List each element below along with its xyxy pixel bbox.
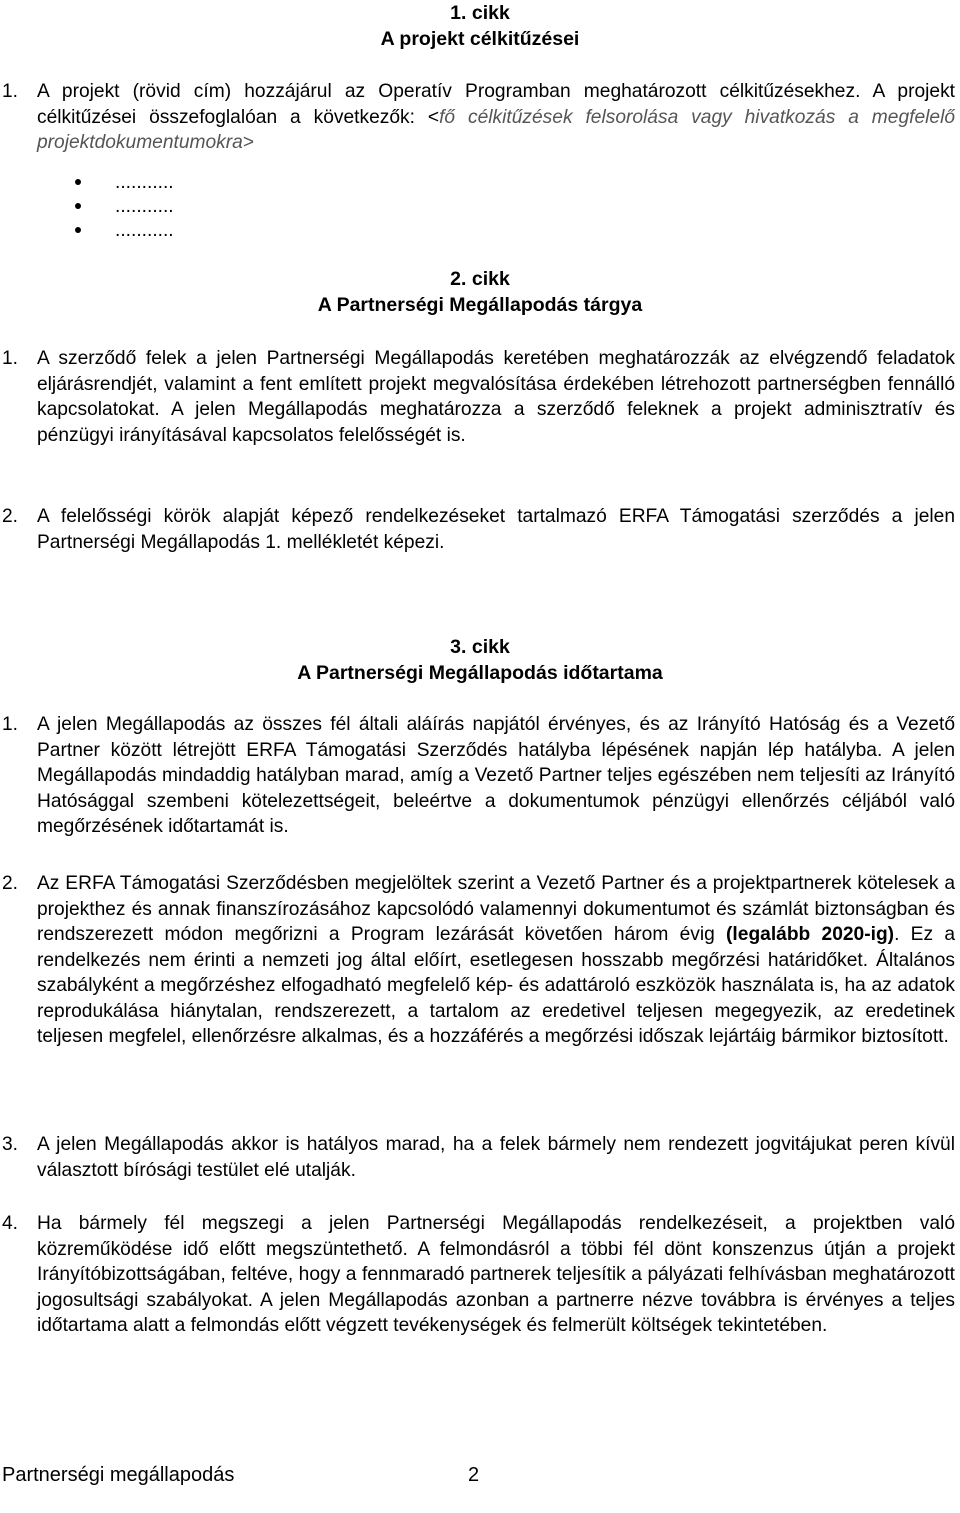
paragraph-text-part: > bbox=[242, 132, 255, 153]
paragraph-number: 4. bbox=[2, 1213, 19, 1234]
paragraph-text: A szerződő felek a jelen Partnerségi Megállapodás keretében meghatározzák az elvégzendő feladatok eljárásrendjét, valamint a fent említett projekt megvalósítása érdekében létrehozott partnerségben fennálló kapcsolatokat. A jelen Megállapodás meghatározza a szerződő feleknek a projekt adminisztratív és pénzügyi irányításával kapcsolatos felelősségét is. bbox=[37, 348, 955, 446]
page-footer bbox=[0, 1463, 960, 1493]
placeholder-instruction: fő célkitűzések felsorolása vagy hivatkozás a megfelelő projektdokumentumokra bbox=[37, 106, 956, 153]
list-item-text: ........... bbox=[115, 172, 174, 193]
paragraph-number: 2. bbox=[2, 506, 19, 527]
paragraph-number: 1. bbox=[2, 714, 19, 735]
footer-document-title: Partnerségi megállapodás bbox=[2, 1464, 235, 1486]
paragraph-number: 2. bbox=[2, 873, 19, 894]
paragraph-text: A jelen Megállapodás akkor is hatályos marad, ha a felek bármely nem rendezett jogvitájukat peren kívül választott bírósági testület elé utalják. bbox=[37, 1134, 955, 1181]
page-number: 2 bbox=[468, 1464, 480, 1486]
bullet-icon bbox=[75, 227, 81, 233]
paragraph-text bbox=[37, 79, 955, 156]
paragraph-number: 1. bbox=[2, 81, 19, 102]
paragraph-text-part: Az ERFA Támogatási Szerződésben megjelöltek szerint a Vezető Partner és a projektpartnerek kötelesek a projekthez és annak finanszírozásához kapcsolódó valamennyi dokumentumot és számlát biztonságban és rendszerezett módon megőrizni a Program lezárását követően három évig bbox=[37, 873, 955, 945]
list-item-text: ........... bbox=[115, 220, 174, 241]
article-number: 2. cikk bbox=[450, 268, 510, 290]
article-3-heading bbox=[0, 634, 960, 686]
emphasized-deadline: (legalább 2020-ig) bbox=[726, 924, 895, 945]
paragraph-text: Ha bármely fél megszegi a jelen Partnerségi Megállapodás rendelkezéseit, a projektben való közreműködése idő előtt megszüntethető. A felmondásról a többi fél dönt konszenzus útján a projekt Irányítóbizottságában, feltéve, hogy a fennmaradó partnerek teljesítik a pályázati felhívásban meghatározott jogosultsági szabályokat. A jelen Megállapodás azonban a partnerre nézve továbbra is érvényes a teljes időtartama alatt a felmondás előtt végzett tevékenységek és felmerült költségek tekintetében. bbox=[37, 1213, 955, 1336]
article-title: A Partnerségi Megállapodás tárgya bbox=[317, 294, 643, 316]
bullet-icon bbox=[75, 179, 81, 185]
article-number: 3. cikk bbox=[450, 636, 510, 658]
bullet-icon bbox=[75, 203, 81, 209]
article-2-heading bbox=[0, 266, 960, 318]
paragraph-text: A jelen Megállapodás az összes fél általi aláírás napjától érvényes, és az Irányító Hatóság és a Vezető Partner között létrejött ERFA Támogatási Szerződés hatályba lépésének napján lép hatályba. A jelen Megállapodás mindaddig hatályban marad, amíg a Vezető Partner teljes egészében nem teljesíti az Irányító Hatósággal szembeni kötelezettségeit, beleértve a dokumentumok pénzügyi ellenőrzés céljából való megőrzésének időtartamát is. bbox=[37, 714, 955, 837]
paragraph-text: A felelősségi körök alapját képező rendelkezéseket tartalmazó ERFA Támogatási szerződés a jelen Partnerségi Megállapodás 1. mellékletét képezi. bbox=[37, 506, 955, 553]
article-number: 1. cikk bbox=[450, 2, 510, 24]
article-title: A Partnerségi Megállapodás időtartama bbox=[297, 662, 663, 684]
paragraph-text bbox=[37, 871, 955, 1050]
paragraph-number: 1. bbox=[2, 348, 19, 369]
article-1-heading bbox=[0, 0, 960, 52]
list-item-text: ........... bbox=[115, 196, 174, 217]
paragraph-text-part: . Ez a rendelkezés nem érinti a nemzeti jog által előírt, esetlegesen hosszabb megőrzési határidőket. Általános szabályként a megőrzéshez elfogadható megfelelő kép- és adattároló eszközök használata is, ha az adatok reprodukálása hiánytalan, rendszerezett, a tartalom az eredetivel teljesen megegyezik, az eredetinek teljesen megfelel, ellenőrzésre alkalmas, és a hozzáférés a megőrzési időszak lejártáig bármikor biztosított. bbox=[37, 924, 955, 1047]
article-title: A projekt célkitűzései bbox=[380, 28, 580, 50]
paragraph-number: 3. bbox=[2, 1134, 19, 1155]
paragraph-text-part: A projekt (rövid cím) hozzájárul az Operatív Programban meghatározott célkitűzésekhez. A projekt célkitűzései összefoglalóan a következők: < bbox=[37, 81, 955, 128]
